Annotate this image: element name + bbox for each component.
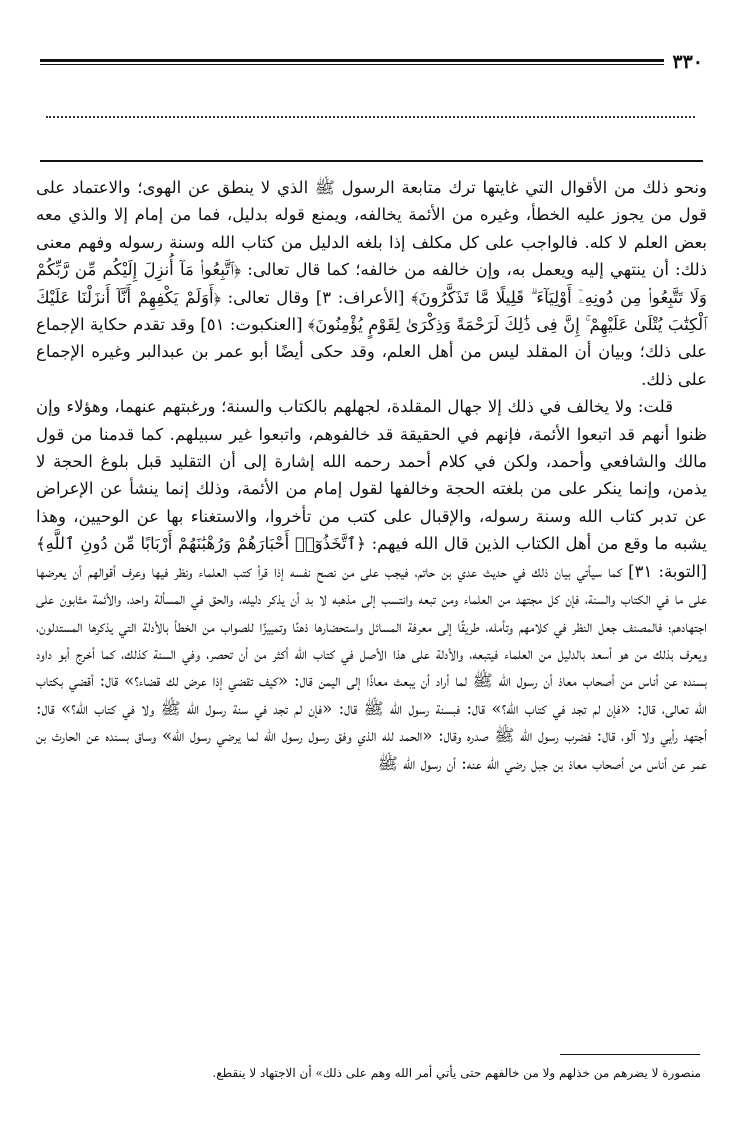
footnote-rule bbox=[560, 1054, 700, 1055]
page-number: ٣٣٠ bbox=[672, 50, 703, 73]
main-text bbox=[36, 174, 707, 777]
page-header bbox=[40, 52, 703, 72]
section-rule bbox=[40, 160, 703, 162]
paragraph: قلت: ولا يخالف في ذلك إلا جهال المقلدة، لجهلهم بالكتاب والسنة؛ ورغبتهم عنهما، وهؤلاء وإن ظنوا أنهم قد اتبعوا الأئمة، فإنهم في الحقيقة قد خالفوهم، واتبعوا غير سبيلهم. كما قدمنا من قول مالك والشافعي وأحمد، ولكن في كلام أحمد رحمه الله إشارة إلى أن التقليد قبل بلوغ الحجة لا يذمن، وإنما ينكر على من بلغته الحجة وخالفها لقول إمام من الأئمة، وذلك إنما ينشأ عن الإعراض عن تدبر كتاب الله وسنة رسوله، والإقبال على كتب من تأخروا، والاستغناء بها عن الوحيين، وهذا يشبه ما وقع من أهل الكتاب الذين قال الله فيهم: ﴿ٱتَّخَذُوٓا۟ أَحْبَارَهُمْ وَرُهْبَٰنَهُمْ أَرْبَابًا مِّن دُونِ ٱللَّهِ﴾ [التوبة: ٣١] كما سيأتي بيان ذلك في حديث عدي بن حاتم، فيجب على من نصح نفسه إذا قرأ كتب العلماء ونظر فيها وعرف أقوالهم أن يعرضها على ما في الكتاب والسنة، فإن كل مجتهد من العلماء ومن تبعه وانتسب إلى مذهبه لا بد أن يذكر دليله، والحق في المسألة واحد، والأئمة مثابون على اجتهادهم؛ فالمصنف جعل النظر في كلامهم وتأمله، طريقًا إلى معرفة المسائل واستحضارها ذهنًا وتمييزًا للصواب من الخطأ بالأدلة التي يذكرها المستدلون، ويعرف بذلك من هو أسعد بالدليل من العلماء فيتبعه، والأدلة على هذا الأصل في كتاب الله أكثر من أن تحصر، وفي السنة كذلك، كما أخرج أبو داود بسنده عن أناس من أصحاب معاذ أن رسول الله ﷺ لما أراد أن يبعث معاذًا إلى اليمن قال: «كيف تقضي إذا عرض لك قضاء؟» قال: أقضي بكتاب الله تعالى، قال: «فإن لم تجد في كتاب الله؟» قال: فبسنة رسول الله ﷺ قال: «فإن لم تجد في سنة رسول الله ﷺ ولا في كتاب الله؟» قال: أجتهد رأيي ولا آلو، قال: فضرب رسول الله ﷺ صدره وقال: «الحمد لله الذي وفق رسول رسول الله لما يرضي رسول الله» وساق بسنده عن الحارث بن عمر عن أناس من أصحاب معاذ بن جبل رضي الله عنه: أن رسول الله ﷺ bbox=[36, 397, 707, 773]
dotted-separator bbox=[46, 116, 695, 118]
footnote: منصورة لا يضرهم من خذلهم ولا من خالفهم حتى يأتي أمر الله وهم على ذلك» أن الاجتهاد لا ينقطع. bbox=[212, 1066, 701, 1080]
paragraph: ونحو ذلك من الأقوال التي غايتها ترك متابعة الرسول ﷺ الذي لا ينطق عن الهوى؛ والاعتماد على قول من يجوز عليه الخطأ، وغيره من الأئمة يخالفه، ويمنع قوله بدليل، فما من إمام إلا والذي معه بعض العلم لا كله. فالواجب على كل مكلف إذا بلغه الدليل من كتاب الله وسنة رسوله وفهم معنى ذلك: أن ينتهي إليه ويعمل به، وإن خالفه من خالفه؛ كما قال تعالى: ﴿ٱتَّبِعُوا۟ مَآ أُنزِلَ إِلَيْكُم مِّن رَّبِّكُمْ وَلَا تَتَّبِعُوا۟ مِن دُونِهِۦٓ أَوْلِيَآءَ ۗ قَلِيلًا مَّا تَذَكَّرُونَ﴾ [الأعراف: ٣] وقال تعالى: ﴿أَوَلَمْ يَكْفِهِمْ أَنَّآ أَنزَلْنَا عَلَيْكَ ٱلْكِتَٰبَ يُتْلَىٰ عَلَيْهِمْ ۚ إِنَّ فِى ذَٰلِكَ لَرَحْمَةً وَذِكْرَىٰ لِقَوْمٍ يُؤْمِنُونَ﴾ [العنكبوت: ٥١] وقد تقدم حكاية الإجماع على ذلك؛ وبيان أن المقلد ليس من أهل العلم، وقد حكى أيضًا أبو عمر بن عبدالبر وغيره الإجماع على ذلك. bbox=[36, 178, 707, 389]
header-rule bbox=[40, 59, 664, 65]
